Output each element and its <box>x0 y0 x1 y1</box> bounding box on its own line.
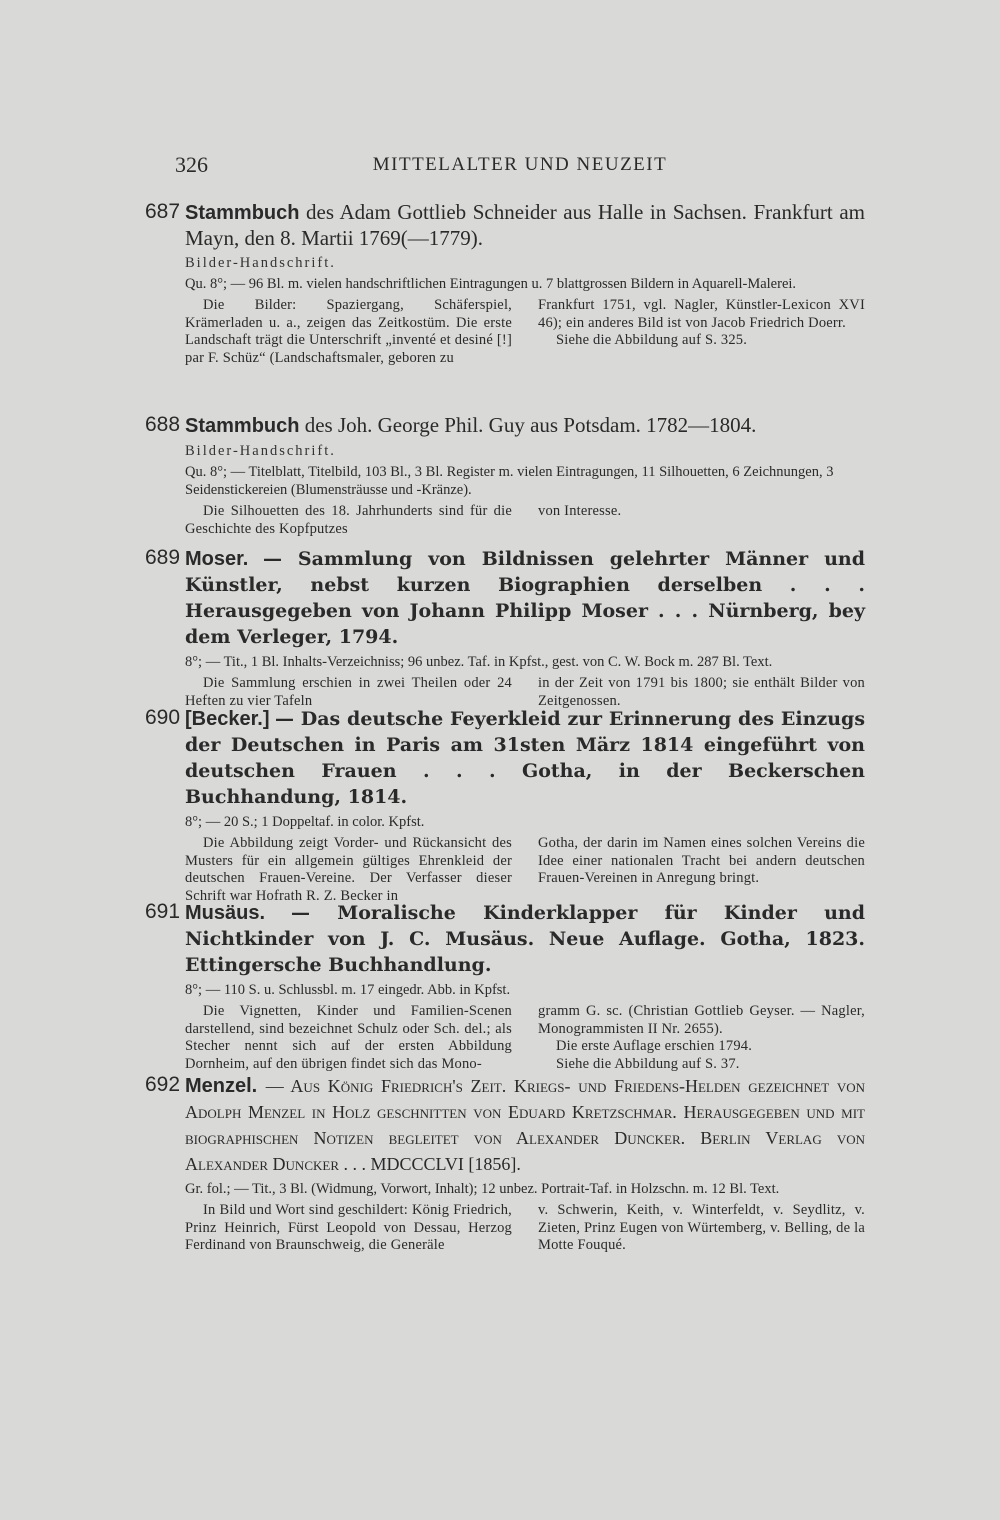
note-right: v. Schwerin, Keith, v. Winterfeldt, v. Seydlitz, v. Zieten, Prinz Eugen von Würtemberg, v. Belling, de la Motte Fouqué. <box>538 1202 865 1253</box>
entry-author: Stammbuch <box>185 415 300 437</box>
note-right <box>538 297 865 367</box>
entry-title-text: des Adam Gottlieb Schneider aus Halle in Sachsen. Frankfurt am Mayn, den 8. Martii 1769(—1779). <box>185 200 865 250</box>
note-right: in der Zeit von 1791 bis 1800; sie enthält Bilder von Zeitgenossen. <box>538 675 865 709</box>
catalog-entry <box>145 900 865 1073</box>
running-title: MITTELALTER UND NEUZEIT <box>372 154 668 175</box>
note-left: Die Vignetten, Kinder und Familien-Scenen darstellend, sind bezeichnet Schulz oder Sch. del.; als Stecher nennt sich auf der ersten Abbildung Dornheim, auf den übrigen findet sich das Mono- <box>185 1003 512 1072</box>
entry-title <box>185 546 865 650</box>
note-left: Die Sammlung erschien in zwei Theilen oder 24 Heften zu vier Tafeln <box>185 675 512 709</box>
note-left: Die Silhouetten des 18. Jahrhunderts sind für die Geschichte des Kopfputzes <box>185 503 512 537</box>
note-left: Die Bilder: Spaziergang, Schäferspiel, Krämerladen u. a., zeigen das Zeitkostüm. Die erste Landschaft trägt die Unterschrift „inventé et desiné [!] par F. Schüz“ (Landschaftsmaler, geboren zu <box>185 297 512 366</box>
entry-format: Qu. 8°; — Titelblatt, Titelbild, 103 Bl., 3 Bl. Register m. vielen Eintragungen, 11 Silhouetten, 6 Zeichnungen, 3 Seidenstickereien (Blumensträusse und -Kränze). <box>185 464 834 498</box>
entry-number: 692 <box>145 1073 181 1096</box>
note-left: In Bild und Wort sind geschildert: König Friedrich, Prinz Heinrich, Fürst Leopold von Dessau, Herzog Ferdinand von Braunschweig, die Generäle <box>185 1202 512 1253</box>
entry-author: Musäus. <box>185 902 266 924</box>
entry-number: 688 <box>145 413 181 436</box>
entry-format: Gr. fol.; — Tit., 3 Bl. (Widmung, Vorwort, Inhalt); 12 unbez. Portrait-Taf. in Holzschn. m. 12 Bl. Text. <box>185 1181 780 1197</box>
page-number: 326 <box>175 152 208 177</box>
entry-format: 8°; — Tit., 1 Bl. Inhalts-Verzeichniss; 96 unbez. Taf. in Kpfst., gest. von C. W. Bock m. 287 Bl. Text. <box>185 654 773 670</box>
entry-title <box>185 1073 865 1177</box>
entry-notes <box>185 503 865 538</box>
catalog-entry <box>145 1073 865 1255</box>
entry-number: 689 <box>145 546 181 569</box>
entry-title <box>185 900 865 978</box>
entry-notes <box>185 297 865 367</box>
note-right-see-also: Siehe die Abbildung auf S. 325. <box>556 332 748 348</box>
note-right-text: gramm G. sc. (Christian Gottlieb Geyser. — Nagler, Monogrammisten II Nr. 2655). <box>538 1003 865 1037</box>
entry-title-text: des Joh. George Phil. Guy aus Potsdam. 1782—1804. <box>304 413 757 437</box>
entry-title-text: — Aus König Friedrich's Zeit. Kriegs- und Friedens-Helden gezeichnet von Adolph Menzel in Holz geschnitten von Eduard Kretzschmar. Herausgegeben und mit biographischen Notizen begleitet von Alexander Duncker. Berlin Verlag von Alexander Duncker . . . MDCCCLVI [1856]. <box>185 1076 866 1174</box>
entry-number: 690 <box>145 706 181 729</box>
note-right-first-edition: Die erste Auflage erschien 1794. <box>556 1038 753 1054</box>
entry-notes <box>185 675 865 710</box>
catalog-entry <box>145 546 865 710</box>
entry-title-text: — Sammlung von Bildnissen gelehrter Männer und Künstler, nebst kurzen Biographien derselben . . . Herausgegeben von Johann Philipp Moser . . . Nürnberg, bey dem Verleger, 1794. <box>185 548 866 648</box>
entry-title-text: — Moralische Kinderklapper für Kinder und Nichtkinder von J. C. Musäus. Neue Auflage. Gotha, 1823. Ettingersche Buchhandlung. <box>185 902 866 976</box>
entry-format: 8°; — 20 S.; 1 Doppeltaf. in color. Kpfst. <box>185 814 425 830</box>
entry-author: Menzel. <box>185 1075 258 1097</box>
entry-author: Moser. <box>185 548 249 570</box>
note-right: von Interesse. <box>538 503 622 519</box>
note-right-text: Frankfurt 1751, vgl. Nagler, Künstler-Lexicon XVI 46); ein anderes Bild ist von Jacob Friedrich Doerr. <box>538 297 865 331</box>
entry-title-text: — Das deutsche Feyerkleid zur Erinnerung des Einzugs der Deutschen in Paris am 31sten März 1814 eingeführt von deutschen Frauen . . . Gotha, in der Beckerschen Buchhandung, 1814. <box>185 708 866 808</box>
entry-author: [Becker.] <box>185 708 270 730</box>
entry-title <box>185 413 865 439</box>
entry-notes <box>185 835 865 905</box>
note-right <box>538 1003 865 1073</box>
entry-notes <box>185 1003 865 1073</box>
entry-title <box>185 200 865 251</box>
page-header <box>175 152 865 182</box>
entry-format: 8°; — 110 S. u. Schlussbl. m. 17 eingedr. Abb. in Kpfst. <box>185 982 511 998</box>
catalog-entry <box>145 200 865 367</box>
entry-number: 691 <box>145 900 181 923</box>
entry-title <box>185 706 865 810</box>
catalog-entry <box>145 413 865 538</box>
entry-author: Stammbuch <box>185 202 300 224</box>
entry-type: Bilder-Handschrift. <box>185 443 336 459</box>
catalog-entry <box>145 706 865 905</box>
entry-format: Qu. 8°; — 96 Bl. m. vielen handschriftlichen Eintragungen u. 7 blattgrossen Bildern in Aquarell-Malerei. <box>185 276 797 292</box>
note-left: Die Abbildung zeigt Vorder- und Rückansicht des Musters für ein allgemein gültiges Ehrenkleid der deutschen Frauen-Vereine. Der Verfasser dieser Schrift war Hofrath R. Z. Becker in <box>185 835 512 904</box>
note-right-see-also: Siehe die Abbildung auf S. 37. <box>556 1055 740 1072</box>
note-right: Gotha, der darin im Namen eines solchen Vereins die Idee einer nationalen Tracht bei andern deutschen Frauen-Vereinen in Anregung bringt. <box>538 835 865 886</box>
entry-number: 687 <box>145 200 181 223</box>
entry-type: Bilder-Handschrift. <box>185 255 336 271</box>
entry-notes <box>185 1202 865 1255</box>
